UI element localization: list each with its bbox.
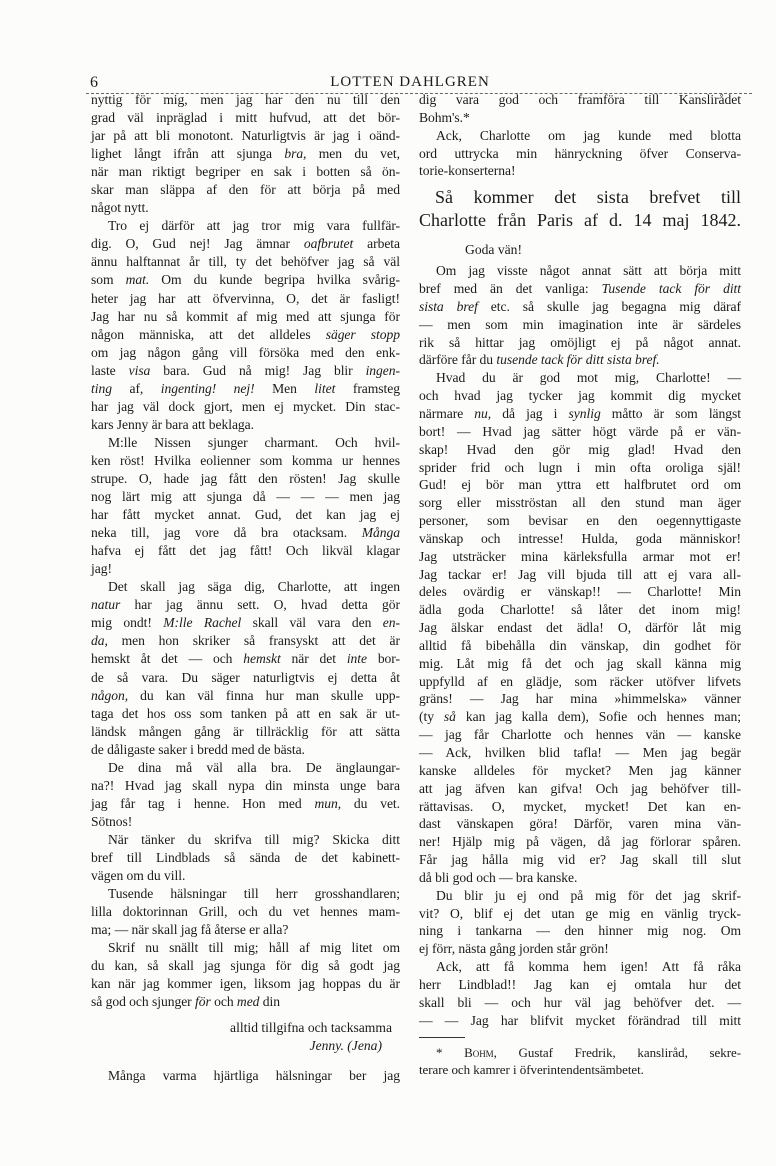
text-line xyxy=(91,362,400,380)
text-line xyxy=(91,759,400,777)
text-segment: lilla doktorinnan Grill, och du vet hennes mam- xyxy=(91,904,400,920)
text-segment: jag får tag i henne. Hon med xyxy=(91,795,315,811)
text-segment: som xyxy=(91,272,126,288)
text-segment: ning i tankarna — den hinner mig nog. Om xyxy=(419,923,741,939)
text-line xyxy=(91,578,400,596)
text-line xyxy=(91,542,400,560)
paragraph xyxy=(419,262,741,369)
text-segment: skap! Hvad den gör mig glad! Hvad den xyxy=(419,441,741,457)
italic-text: med xyxy=(236,994,260,1010)
text-line xyxy=(419,780,741,798)
text-line xyxy=(419,583,741,601)
text-line xyxy=(419,369,741,387)
text-segment: Hvad du är god mot mig, Charlotte! — xyxy=(436,370,741,386)
text-line xyxy=(419,887,741,905)
paragraph xyxy=(419,1044,741,1080)
text-line xyxy=(91,524,400,542)
text-segment: då jag i xyxy=(491,405,569,421)
text-line xyxy=(419,815,741,833)
text-line xyxy=(91,271,400,289)
text-line xyxy=(91,253,400,271)
text-line xyxy=(91,163,400,181)
text-segment: de så vara. Du säger naturligtvis ej detta åt xyxy=(91,669,400,685)
text-segment: dig vara god och framföra till Kanslirådet xyxy=(419,92,741,107)
text-line xyxy=(91,939,400,957)
text-segment: kan när jag kommer igen, liksom jag hoppas du är xyxy=(91,976,400,992)
small-caps-text: Bohm, xyxy=(464,1044,497,1060)
text-line xyxy=(91,957,400,975)
text-line xyxy=(91,326,400,344)
italic-text: ting xyxy=(91,380,112,396)
text-line xyxy=(91,506,400,524)
text-line xyxy=(419,708,741,726)
text-line xyxy=(91,993,400,1011)
text-line xyxy=(91,705,400,723)
text-line xyxy=(91,650,400,668)
text-segment: af, xyxy=(111,380,161,396)
paragraph xyxy=(91,759,400,831)
text-segment: Många varma hjärtliga hälsningar ber jag xyxy=(108,1068,400,1084)
text-segment: bref till Lindblads så sända de det kabinett- xyxy=(91,849,400,865)
text-segment: taga det hos oss som tanken på att en sak är ut- xyxy=(91,705,400,721)
text-segment: deles ovärdig er vänskap!! — Charlotte! Min xyxy=(419,584,741,600)
text-line xyxy=(419,530,741,548)
text-line xyxy=(419,905,741,923)
text-segment: — jag får Charlotte och hennes vän — kanske xyxy=(419,727,741,743)
paragraph xyxy=(419,958,741,1029)
text-segment: Gustaf Fredrik, kansliråd, sekre- xyxy=(496,1044,741,1060)
text-segment: uppfylld af en glädje, som räcker utöfver lifvets xyxy=(419,673,741,689)
heading-line: Så kommer det sista brefvet till xyxy=(435,187,741,208)
text-segment: Bohm's.* xyxy=(419,109,470,125)
text-segment: rik så hittar jag omöjligt ej på något annat. xyxy=(419,334,741,350)
text-segment: Det skall jag säga dig, Charlotte, att ingen xyxy=(108,579,400,595)
text-segment: — men som min imagination inte är särdeles xyxy=(419,316,741,332)
text-segment: när man riktigt begriper en sak i botten så ön- xyxy=(91,164,400,180)
text-segment: heter jag har att öfvervinna, O, det är fasligt! xyxy=(91,290,400,306)
text-segment: neka till, jag vore då bra otacksam. xyxy=(91,525,362,541)
text-segment: har fått mycket annat. Gud, det kan jag ej xyxy=(91,507,400,523)
text-segment: Ack, Charlotte om jag kunde med blotta xyxy=(436,127,741,143)
text-segment: kanske alldeles för mycket? Men jag känner xyxy=(419,762,741,778)
paragraph xyxy=(419,91,741,127)
text-segment: hemskt åt det — och xyxy=(91,651,244,667)
text-segment: kars Jenny är bara att beklaga. xyxy=(91,416,255,432)
text-segment: Skrif nu snällt till mig; håll af mig litet om xyxy=(108,940,400,956)
text-line xyxy=(91,290,400,308)
letter-signature xyxy=(91,1019,400,1055)
text-line xyxy=(419,1012,741,1030)
text-line xyxy=(91,669,400,687)
paragraph xyxy=(419,887,741,958)
text-segment: gräns! — Jag har mina »himmelska» vänner xyxy=(419,691,741,707)
text-line xyxy=(419,441,741,459)
text-segment: Jag älskar endast det ädla! O, därför låt mig xyxy=(419,620,741,636)
text-line xyxy=(419,298,741,316)
text-line xyxy=(419,798,741,816)
text-segment: ord uttrycka min hänryckning öfver Conserva- xyxy=(419,145,741,161)
text-segment: då bli god och — bra kanske. xyxy=(419,869,578,885)
italic-text: synlig xyxy=(568,405,601,421)
text-line xyxy=(419,387,741,405)
text-line xyxy=(91,903,400,921)
italic-text: säger stopp xyxy=(325,326,401,342)
italic-text: en- xyxy=(382,615,401,631)
italic-text: mat. xyxy=(125,272,150,288)
signature-name: Jenny. (Jena) xyxy=(309,1038,382,1054)
italic-text: natur xyxy=(91,597,121,613)
text-line xyxy=(91,795,400,813)
text-segment: — — Jag har blifvit mycket förändrad till mitt xyxy=(419,1012,741,1028)
text-line xyxy=(91,181,400,199)
text-segment: ädla goda Charlotte! så låter det inom mig! xyxy=(419,602,741,618)
text-segment: alltid få bibehålla din vänskap, din godhet för xyxy=(419,637,741,653)
text-segment: bara. Gud nå mig! Jag blir xyxy=(150,362,366,378)
text-segment: vägen om du vill. xyxy=(91,868,186,884)
text-line xyxy=(91,849,400,867)
text-segment: Men xyxy=(254,380,315,396)
text-segment: Du blir ju ej ond på mig för det jag skrif- xyxy=(436,887,741,903)
text-line xyxy=(91,596,400,614)
text-segment: ken röst! Hvilka eolienner som komma ur hennes xyxy=(91,452,400,468)
text-line xyxy=(419,494,741,512)
italic-text: oafbrutet xyxy=(303,236,354,252)
text-line xyxy=(91,344,400,362)
text-segment: har jag väl dock gjort, men ej mycket. Din stac- xyxy=(91,398,400,414)
text-segment: och hvad jag tycker jag kommit dig mycket xyxy=(419,388,741,404)
italic-text: da, xyxy=(91,633,108,649)
text-line xyxy=(91,91,400,109)
text-segment: någon människa, att det alldeles xyxy=(91,326,326,342)
text-segment: Sötnos! xyxy=(91,813,133,829)
text-segment: M:lle Nissen sjunger charmant. Och hvil- xyxy=(108,434,400,450)
text-segment: (ty xyxy=(419,709,444,725)
text-segment: Tro ej därför att jag tror mig vara fullfär- xyxy=(108,218,400,234)
text-segment: närmare xyxy=(419,405,475,421)
text-segment: ner! Hjälp mig på vägen, då jag förlorar spåren. xyxy=(419,834,741,850)
italic-text: sista bref xyxy=(419,298,478,314)
text-segment: Om du kunde begripa hvilka svårig- xyxy=(149,272,400,288)
section-heading xyxy=(419,186,741,232)
text-line xyxy=(419,162,741,180)
text-line xyxy=(419,833,741,851)
text-segment: torie-konserterna! xyxy=(419,163,516,179)
text-line xyxy=(91,632,400,650)
italic-text: så xyxy=(443,709,456,725)
text-line xyxy=(419,566,741,584)
text-line xyxy=(419,91,741,109)
text-segment: strupe. O, hade jag fått den rösten! Jag skulle xyxy=(91,470,400,486)
text-segment: ej förr, nästa gång jorden står grön! xyxy=(419,941,609,957)
italic-text: litet xyxy=(314,380,336,396)
text-segment: grad väl inpräglad i mitt hufvud, att det bör- xyxy=(91,110,400,126)
text-segment: skall väl vara den xyxy=(241,615,383,631)
italic-text: för xyxy=(195,994,211,1010)
text-segment: Ack, att få komma hem igen! Att få råka xyxy=(436,959,741,975)
postscript xyxy=(91,1067,400,1085)
text-line xyxy=(419,145,741,163)
text-segment: rättavisas. O, mycket, mycket! Det kan en- xyxy=(419,798,741,814)
text-line xyxy=(419,423,741,441)
text-line xyxy=(419,476,741,494)
text-segment: * xyxy=(436,1044,465,1060)
text-line xyxy=(419,690,741,708)
italic-text: Många xyxy=(361,525,400,541)
text-segment: bref med än det vanliga: xyxy=(419,281,602,297)
paragraph xyxy=(91,885,400,939)
text-segment: ländsk mången gång är tillräcklig för att sätta xyxy=(91,723,400,739)
text-line xyxy=(419,548,741,566)
text-segment: mig ondt! xyxy=(91,615,164,631)
text-line xyxy=(91,885,400,903)
text-segment: Tusende hälsningar till herr grosshandlaren; xyxy=(108,886,400,902)
salutation: Goda vän! xyxy=(465,242,522,258)
text-line xyxy=(419,762,741,780)
text-line xyxy=(419,744,741,762)
italic-text: bra, xyxy=(284,146,307,162)
text-segment: har jag ännu sett. O, hvad detta gör xyxy=(120,597,400,613)
text-segment: Jag utsträcker mina kärleksfulla armar mot er! xyxy=(419,548,741,564)
text-line xyxy=(419,351,741,369)
italic-text: ingen- xyxy=(365,362,400,378)
text-segment: — Ack, hvilken blid tafla! — Men jag begär xyxy=(419,745,741,760)
text-segment: lighet långt ifrån att sjunga xyxy=(91,146,285,162)
text-segment: laste xyxy=(91,362,129,378)
text-line xyxy=(419,958,741,976)
italic-text: tusende tack för ditt sista bref. xyxy=(496,352,660,368)
text-segment: måtto är som längst xyxy=(600,405,741,421)
paragraph xyxy=(91,939,400,1011)
text-segment: du kan väl finna hur man skulle upp- xyxy=(128,687,400,703)
text-line xyxy=(91,145,400,163)
text-line xyxy=(419,109,741,127)
text-line xyxy=(419,262,741,280)
paragraph xyxy=(91,91,400,217)
text-line xyxy=(91,687,400,705)
italic-text: nu, xyxy=(474,405,492,421)
text-line xyxy=(419,316,741,334)
text-line xyxy=(91,741,400,759)
italic-text: M:lle Rachel xyxy=(163,615,242,631)
text-line xyxy=(91,434,400,452)
text-line xyxy=(91,614,400,632)
text-segment: sorg eller misströstan all den stund man äger xyxy=(419,495,741,511)
text-line xyxy=(419,922,741,940)
text-segment: något nytt. xyxy=(91,200,149,216)
text-line xyxy=(419,334,741,352)
text-segment: bor- xyxy=(367,651,400,667)
text-segment: När tänker du skrifva till mig? Skicka ditt xyxy=(108,831,400,847)
text-segment: personer, som bevisar en den oegennyttigaste xyxy=(419,513,741,529)
text-line xyxy=(91,831,400,849)
text-segment: nyttig för mig, men jag har den nu till den xyxy=(91,92,400,107)
text-segment: så god och sjunger xyxy=(91,994,196,1010)
text-line xyxy=(91,308,400,326)
text-segment: men du vet, xyxy=(306,146,400,162)
text-segment: Får jag hålla mig vid er? Jag skall till slut xyxy=(419,852,741,868)
text-line xyxy=(91,813,400,831)
italic-text: visa xyxy=(128,362,151,378)
text-segment: men hon skriker så fransyskt att det är xyxy=(107,633,400,649)
text-line xyxy=(91,380,400,398)
text-segment: Jag tackar er! Jag vill bjuda till att ej vara all- xyxy=(419,566,741,582)
text-line xyxy=(91,416,400,434)
text-line xyxy=(91,867,400,885)
italic-text: någon, xyxy=(91,687,129,703)
text-segment: och xyxy=(210,994,237,1010)
text-segment: De dina må väl alla bra. De änglaungar- xyxy=(108,759,400,775)
footnote xyxy=(419,1044,741,1080)
paragraph xyxy=(419,369,741,886)
text-segment: mig. Låt mig få det och jag skall känna mig xyxy=(419,655,741,671)
text-segment: du vet. xyxy=(341,795,400,811)
text-segment: sprider frid och lugn i min ofta oroliga själ! xyxy=(419,459,741,475)
text-line xyxy=(419,405,741,423)
paragraph xyxy=(419,127,741,181)
right-paragraphs-before xyxy=(419,91,741,180)
text-line xyxy=(419,726,741,744)
text-line xyxy=(91,199,400,217)
text-line xyxy=(91,109,400,127)
text-segment: herr Lindblad!! Jag kan ej omtala hur det xyxy=(419,976,741,992)
footnote-rule xyxy=(419,1037,465,1038)
text-line xyxy=(91,921,400,939)
text-line xyxy=(419,601,741,619)
text-segment: om jag någon gång vill försöka med den enk- xyxy=(91,344,400,360)
text-segment: dig. O, Gud nej! Jag ämnar xyxy=(91,236,304,252)
text-segment: när det xyxy=(280,651,347,667)
signature-closing: alltid tillgifna och tacksamma xyxy=(230,1020,392,1036)
text-line xyxy=(419,655,741,673)
italic-text: hemskt xyxy=(243,651,281,667)
text-segment: att jag äfven kan gifva! Och jag behöfver till- xyxy=(419,780,741,796)
text-line xyxy=(91,452,400,470)
text-line xyxy=(91,975,400,993)
italic-text: ingenting! nej! xyxy=(160,380,255,396)
text-segment: ännu halftannat år till, ty det behöfver jag så väl xyxy=(91,254,400,270)
text-line xyxy=(419,280,741,298)
text-line xyxy=(91,488,400,506)
text-line xyxy=(419,869,741,887)
text-segment: terare och kamrer i öfverintendentsämbetet. xyxy=(419,1062,644,1078)
left-paragraphs xyxy=(91,91,400,1011)
text-segment: vänskap och intresse! Hulda, goda människor! xyxy=(419,530,741,546)
text-line xyxy=(419,459,741,477)
text-line xyxy=(419,994,741,1012)
paragraph xyxy=(91,578,400,758)
text-line xyxy=(91,235,400,253)
text-segment: jar på att bli monotont. Naturligtvis är jag i oänd- xyxy=(91,128,400,144)
text-line xyxy=(91,217,400,235)
text-line xyxy=(91,560,400,578)
text-segment: etc. så skulle jag begagna mig däraf xyxy=(477,298,741,314)
text-segment: skall bli — och hur väl jag behöfver det. — xyxy=(419,994,741,1010)
text-segment: kan jag kalla dem), Sofie och hennes man; xyxy=(455,709,741,725)
text-line xyxy=(91,1067,400,1085)
text-segment: ma; — när skall jag få återse er alla? xyxy=(91,922,289,938)
text-line xyxy=(419,940,741,958)
text-line xyxy=(419,512,741,530)
text-segment: din xyxy=(259,994,280,1010)
text-segment: arbeta xyxy=(353,236,401,252)
text-line xyxy=(419,976,741,994)
text-line xyxy=(419,637,741,655)
left-column xyxy=(91,91,400,1085)
right-column xyxy=(419,91,741,1079)
text-segment: bort! — Hvad jag sätter högt värde på er vän- xyxy=(419,423,741,439)
text-segment: hafva ej fått det jag fått! Och likväl klagar xyxy=(91,543,400,559)
italic-text: inte xyxy=(346,651,367,667)
text-line xyxy=(419,1061,741,1079)
text-line xyxy=(91,470,400,488)
page-number: 6 xyxy=(90,74,98,91)
heading-line: Charlotte från Paris af d. 14 maj 1842. xyxy=(419,210,741,231)
text-segment: därföre får du xyxy=(419,352,497,368)
text-segment: Om jag visste något annat sätt att börja mitt xyxy=(436,263,741,279)
text-segment: framsteg xyxy=(335,380,400,396)
text-line xyxy=(91,398,400,416)
text-line xyxy=(91,723,400,741)
text-line xyxy=(419,1044,741,1062)
text-segment: na?! Hvad jag skall nypa din minsta unge bara xyxy=(91,777,400,793)
italic-text: mun, xyxy=(314,795,342,811)
text-line xyxy=(419,673,741,691)
text-line xyxy=(419,127,741,145)
text-segment: Gud! ej bör man yttra ett halfbrutet ord om xyxy=(419,477,741,493)
text-segment: du kan, så skall jag sjunga för dig så godt jag xyxy=(91,958,400,974)
text-segment: nog lärt mig att sjunga då — — — men jag xyxy=(91,489,400,505)
paragraph xyxy=(91,217,400,434)
text-line xyxy=(91,127,400,145)
running-title: LOTTEN DAHLGREN xyxy=(330,74,490,90)
text-segment: dast vänskapen göra! Därför, varen mina vän- xyxy=(419,816,741,832)
text-segment: jag! xyxy=(91,561,112,577)
italic-text: Tusende tack för ditt xyxy=(601,281,741,297)
text-line xyxy=(91,777,400,795)
text-segment: de dåligaste saker i bredd med de bästa. xyxy=(91,741,305,757)
paragraph xyxy=(91,434,400,578)
paragraph xyxy=(91,1067,400,1085)
paragraph xyxy=(91,831,400,885)
text-segment: Jag har nu så kommit af mig med att sjunga för xyxy=(91,308,400,324)
right-paragraphs-after xyxy=(419,262,741,1029)
text-segment: skar man släppa af den för att börja på med xyxy=(91,182,400,198)
text-line xyxy=(419,619,741,637)
text-line xyxy=(419,851,741,869)
text-segment: vit? O, blif ej det utan ge mig en vänlig tryck- xyxy=(419,905,741,921)
